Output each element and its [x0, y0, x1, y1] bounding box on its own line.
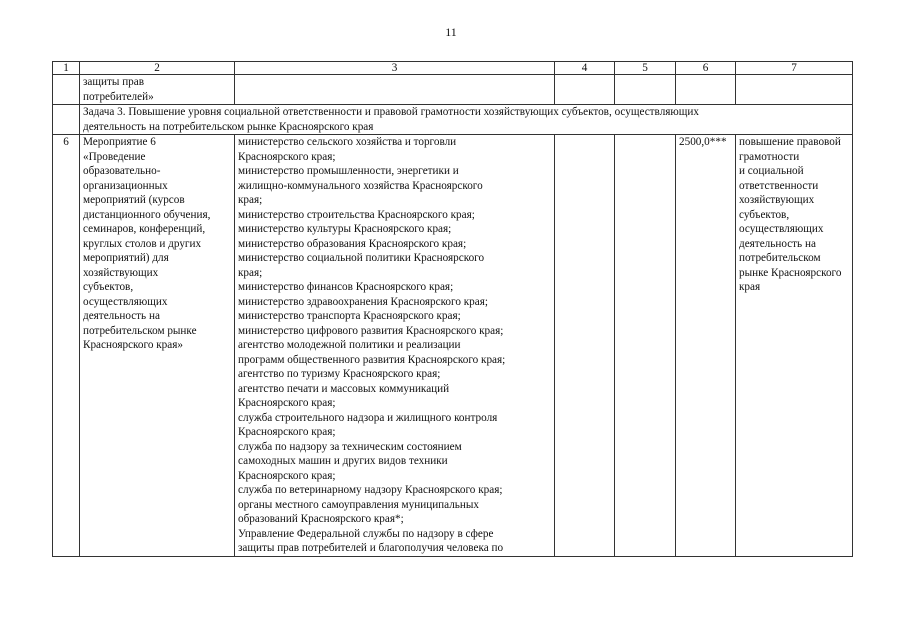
result-line: рынке Красноярского — [739, 266, 842, 279]
executor-line: служба по ветеринарному надзору Красноярского края; — [238, 484, 503, 496]
result-line: грамотности — [739, 150, 800, 163]
executor-line: министерство сельского хозяйства и торговли — [238, 136, 457, 148]
header-cell-6: 6 — [676, 62, 736, 75]
header-cell-4: 4 — [555, 62, 615, 75]
event-line: организационных — [83, 179, 168, 192]
result-cell — [736, 135, 853, 557]
page-number: 11 — [445, 25, 457, 39]
task-cell — [80, 105, 853, 135]
event-line: семинаров, конференций, — [83, 223, 206, 235]
continuation-line: защиты прав — [83, 76, 145, 88]
event-line: мероприятий) для — [83, 252, 169, 264]
header-row — [53, 62, 853, 75]
result-line: потребительском — [739, 252, 821, 264]
executor-line: министерство финансов Красноярского края; — [238, 281, 454, 293]
result-line: и социальной — [739, 165, 804, 177]
header-cell-7: 7 — [736, 62, 853, 75]
event-name-cell — [80, 135, 235, 557]
executor-line: Управление Федеральной службы по надзору в сфере — [238, 527, 494, 540]
executor-line: министерство здравоохранения Красноярского края; — [238, 295, 488, 308]
result-line: повышение правовой — [739, 136, 841, 148]
event-line: мероприятий (курсов — [83, 194, 185, 206]
result-line: деятельность на — [739, 237, 816, 250]
executor-line: министерство промышленности, энергетики и — [238, 165, 459, 177]
executor-line: министерство строительства Красноярского края; — [238, 208, 475, 221]
executor-line: образований Красноярского края*; — [238, 513, 404, 525]
continuation-row — [53, 75, 853, 105]
executor-line: агентство печати и массовых коммуникаций — [238, 382, 450, 395]
measures-table — [52, 61, 853, 557]
event-line: круглых столов и других — [83, 237, 202, 250]
executor-line: Красноярского края; — [238, 426, 336, 438]
event-line: Красноярского края» — [83, 339, 183, 351]
event-line: деятельность на — [83, 310, 160, 322]
executor-line: министерство образования Красноярского края; — [238, 237, 467, 250]
col5-cell — [615, 135, 676, 557]
header-cell-5: 5 — [615, 62, 676, 75]
executor-line: самоходных машин и других видов техники — [238, 455, 448, 467]
executor-line: служба строительного надзора и жилищного контроля — [238, 411, 498, 424]
result-line: осуществляющих — [739, 223, 824, 235]
executors-cell — [235, 135, 555, 557]
event-line: образовательно- — [83, 165, 161, 177]
executor-line: программ общественного развития Красноярского края; — [238, 353, 506, 366]
task-line: деятельность на потребительском рынке Красноярского края — [83, 120, 374, 133]
executor-line: служба по надзору за техническим состоянием — [238, 440, 462, 453]
event-line: хозяйствующих — [83, 266, 159, 279]
event-line: «Проведение — [83, 150, 146, 163]
executor-line: Красноярского края; — [238, 397, 336, 409]
executor-line: органы местного самоуправления муниципальных — [238, 498, 480, 511]
header-cell-1: 1 — [53, 62, 80, 75]
event-line: потребительском рынке — [83, 324, 197, 337]
result-line: ответственности — [739, 179, 819, 192]
executor-line: Красноярского края; — [238, 150, 336, 163]
executor-line: министерство культуры Красноярского края; — [238, 223, 452, 235]
event-line: дистанционного обучения, — [83, 208, 211, 221]
header-cell-3: 3 — [235, 62, 555, 75]
row-number: 6 — [53, 135, 80, 557]
executor-line: министерство цифрового развития Красноярского края; — [238, 324, 504, 337]
executor-line: Красноярского края; — [238, 469, 336, 482]
executor-line: жилищно-коммунального хозяйства Красноярского — [238, 179, 483, 192]
event-row — [53, 135, 853, 557]
task-row — [53, 105, 853, 135]
executor-line: агентство по туризму Красноярского края; — [238, 368, 441, 380]
header-cell-2: 2 — [80, 62, 235, 75]
amount-cell: 2500,0*** — [676, 135, 736, 557]
result-line: хозяйствующих — [739, 194, 815, 206]
executor-line: края; — [238, 194, 263, 206]
result-line: субъектов, — [739, 208, 790, 221]
continuation-event-cell — [80, 75, 235, 105]
event-line: субъектов, — [83, 281, 134, 293]
executor-line: министерство транспорта Красноярского края; — [238, 310, 461, 322]
executor-line: агентство молодежной политики и реализации — [238, 339, 461, 351]
task-line: Задача 3. Повышение уровня социальной ответственности и правовой грамотности хозяйствующих субъектов, осуществляющих — [83, 106, 699, 118]
continuation-line: потребителей» — [83, 90, 154, 103]
event-line: Мероприятие 6 — [83, 136, 156, 148]
executor-line: защиты прав потребителей и благополучия человека по — [238, 542, 504, 554]
executor-line: министерство социальной политики Красноярского — [238, 252, 485, 264]
continuation-num-cell — [53, 75, 80, 105]
result-line: края — [739, 281, 761, 293]
event-line: осуществляющих — [83, 295, 168, 308]
executor-line: края; — [238, 266, 263, 279]
col4-cell — [555, 135, 615, 557]
